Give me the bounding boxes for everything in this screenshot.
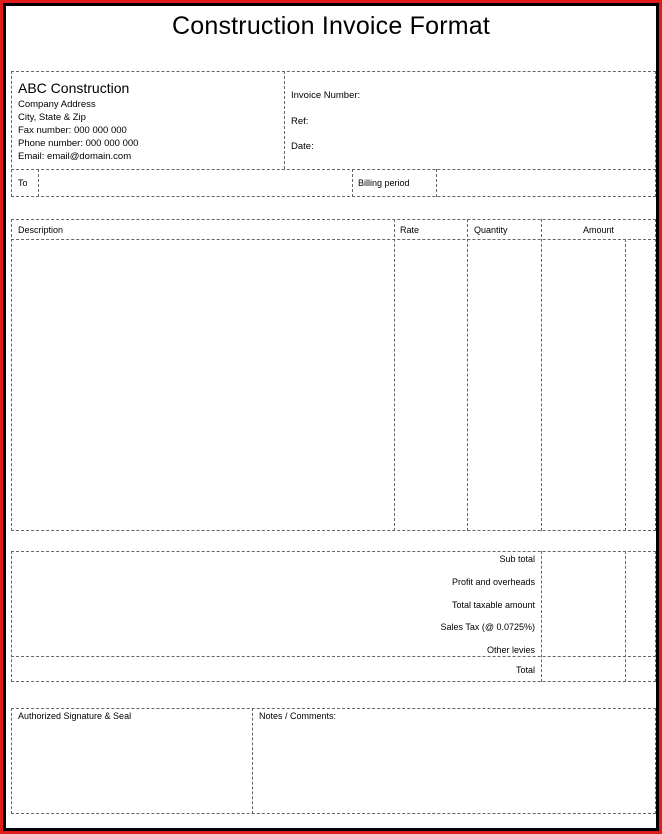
ref-label: Ref: — [291, 116, 309, 127]
billing-left-divider — [352, 169, 353, 197]
sales-tax-label: Sales Tax (@ 0.0725%) — [440, 622, 535, 632]
signature-label: Authorized Signature & Seal — [18, 711, 132, 721]
header-billing-divider — [11, 169, 656, 170]
quantity-header: Quantity — [474, 225, 508, 235]
company-phone: Phone number: 000 000 000 — [18, 138, 139, 149]
totals-cents-divider — [625, 551, 626, 682]
quantity-col-divider — [467, 219, 468, 531]
date-label: Date: — [291, 141, 314, 152]
total-row-line — [11, 656, 656, 657]
amount-header: Amount — [582, 225, 615, 235]
footer-box — [11, 708, 656, 814]
items-table — [11, 219, 656, 531]
to-label: To — [18, 178, 28, 188]
to-divider — [38, 169, 39, 197]
totals-box — [11, 551, 656, 682]
sub-total-label: Sub total — [499, 554, 535, 564]
rate-col-divider — [394, 219, 395, 531]
company-address: Company Address — [18, 99, 96, 110]
company-city: City, State & Zip — [18, 112, 86, 123]
totals-amount-divider — [541, 551, 542, 682]
amount-col-divider — [541, 219, 542, 531]
billing-period-label: Billing period — [358, 178, 410, 188]
invoice-number-label: Invoice Number: — [291, 90, 361, 101]
document-title: Construction Invoice Format — [171, 12, 491, 40]
billing-right-divider — [436, 169, 437, 197]
company-name: ABC Construction — [18, 80, 130, 96]
footer-divider — [252, 708, 253, 814]
amount-cents-divider — [625, 239, 626, 531]
rate-header: Rate — [400, 225, 420, 235]
total-label: Total — [515, 665, 535, 675]
other-levies-label: Other levies — [486, 645, 535, 655]
description-header: Description — [18, 225, 64, 235]
notes-label: Notes / Comments: — [259, 711, 337, 721]
items-header-line — [11, 239, 656, 240]
company-fax: Fax number: 000 000 000 — [18, 125, 127, 136]
company-email: Email: email@domain.com — [18, 151, 132, 162]
header-divider — [284, 71, 285, 169]
taxable-label: Total taxable amount — [451, 600, 535, 610]
profit-label: Profit and overheads — [451, 577, 535, 587]
